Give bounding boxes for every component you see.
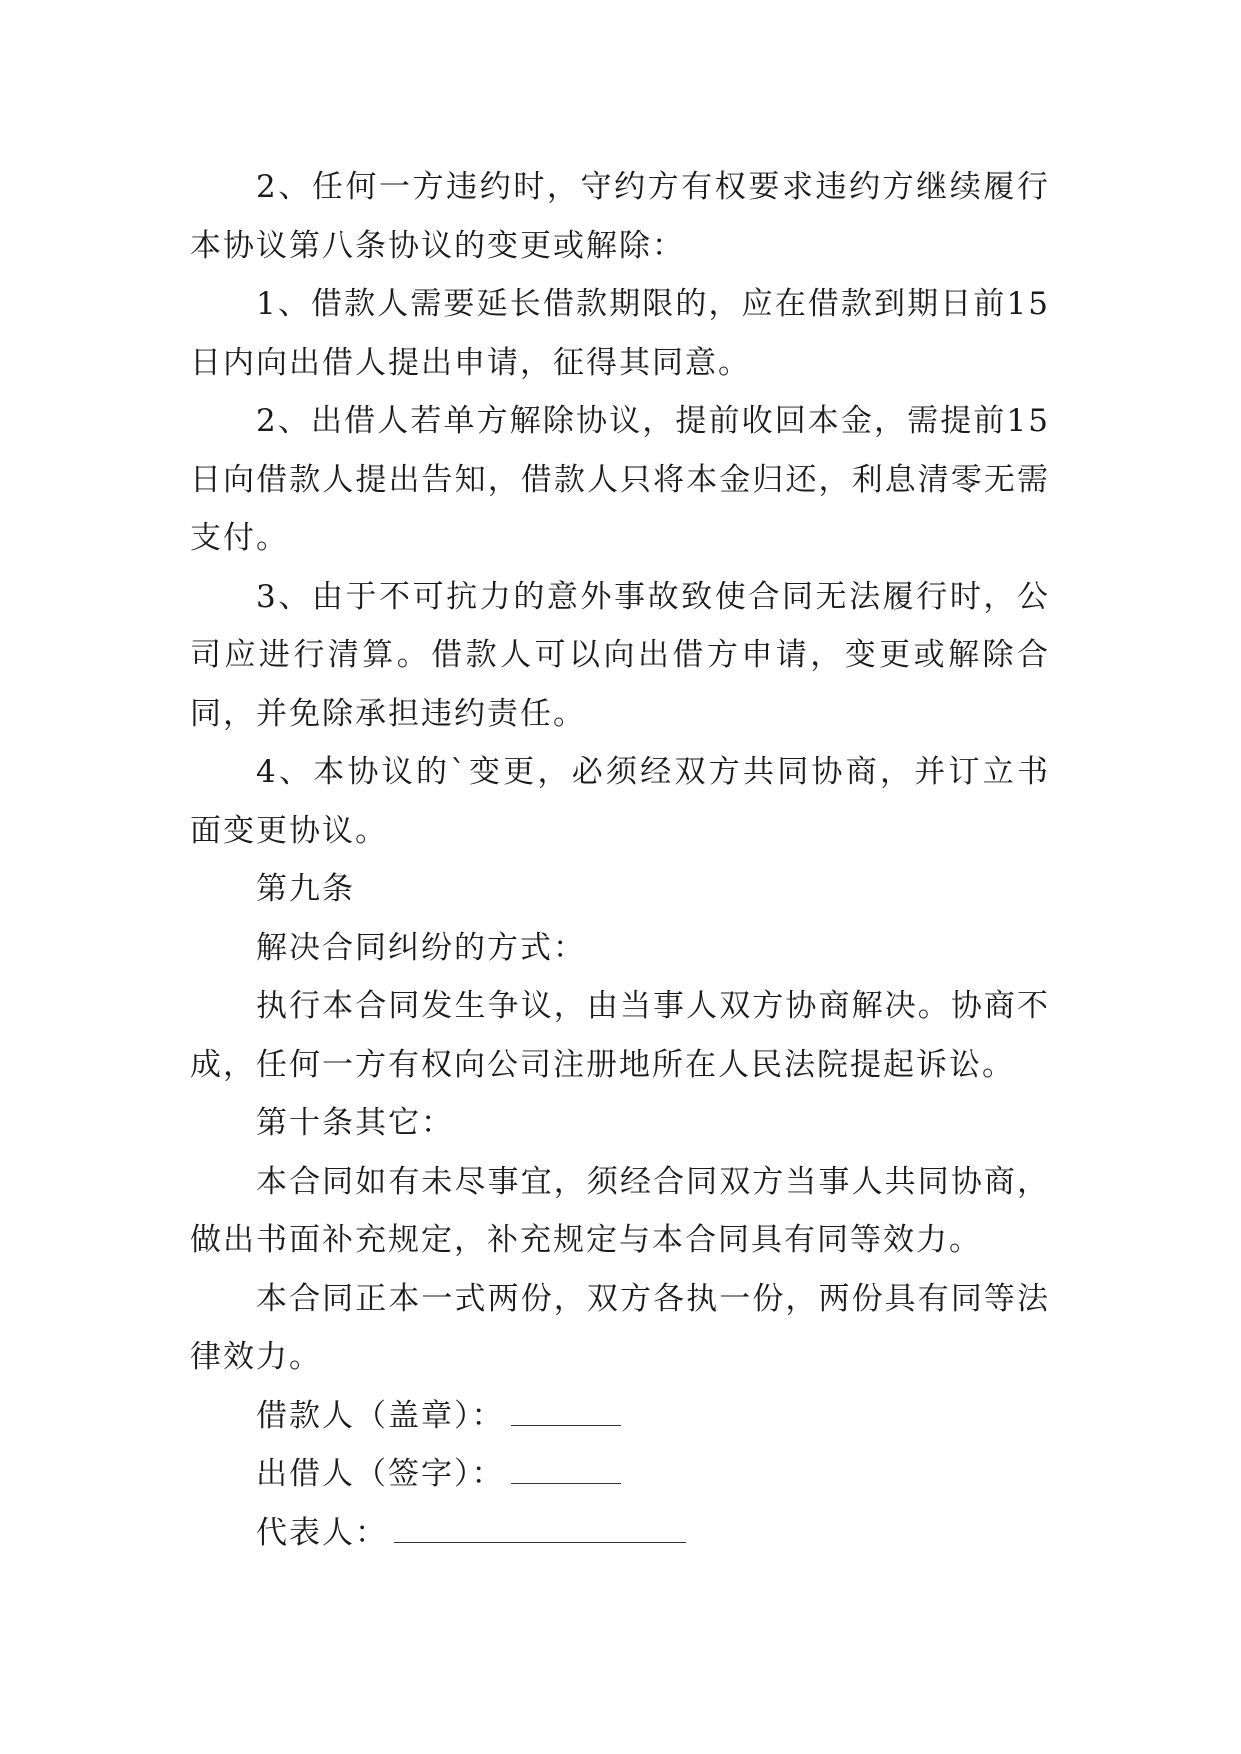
- borrower-signature-blank: [511, 1395, 621, 1426]
- paragraph-extension-request: 1、借款人需要延长借款期限的，应在借款到期日前15日内向出借人提出申请，征得其同意。: [190, 286, 1050, 381]
- document-body: [190, 158, 1050, 1562]
- paragraph-breach-clause: 2、任何一方违约时，守约方有权要求违约方继续履行本协议第八条协议的变更或解除：: [190, 169, 1050, 264]
- lender-signature-line: [190, 1445, 1050, 1504]
- borrower-label: 借款人（盖章）：: [256, 1397, 505, 1434]
- representative-signature-blank: [394, 1512, 686, 1543]
- paragraph-amendment: 4、本协议的`变更，必须经双方共同协商，并订立书面变更协议。: [190, 754, 1050, 849]
- paragraph-copies: 本合同正本一式两份，双方各执一份，两份具有同等法律效力。: [190, 1280, 1050, 1375]
- paragraph-supplementary: 本合同如有未尽事宜，须经合同双方当事人共同协商，做出书面补充规定，补充规定与本合同具有同等效力。: [190, 1163, 1050, 1258]
- article-ten-heading: 第十条其它：: [256, 1105, 454, 1141]
- representative-label: 代表人：: [256, 1514, 388, 1551]
- lender-label: 出借人（签字）：: [256, 1456, 505, 1492]
- paragraph-early-termination: 2、出借人若单方解除协议，提前收回本金，需提前15日向借款人提出告知，借款人只将本金归还，利息清零无需支付。: [190, 403, 1050, 556]
- lender-signature-blank: [511, 1453, 621, 1484]
- representative-signature-line: [190, 1504, 1050, 1563]
- borrower-signature-line: [190, 1387, 1050, 1446]
- paragraph-dispute-resolution: 执行本合同发生争议，由当事人双方协商解决。协商不成，任何一方有权向公司注册地所在人民法院提起诉讼。: [190, 988, 1050, 1083]
- article-nine-heading: 第九条: [256, 871, 355, 907]
- dispute-resolution-heading: 解决合同纠纷的方式：: [256, 929, 586, 966]
- paragraph-force-majeure: 3、由于不可抗力的意外事故致使合同无法履行时，公司应进行清算。借款人可以向出借方申请，变更或解除合同，并免除承担违约责任。: [190, 578, 1050, 732]
